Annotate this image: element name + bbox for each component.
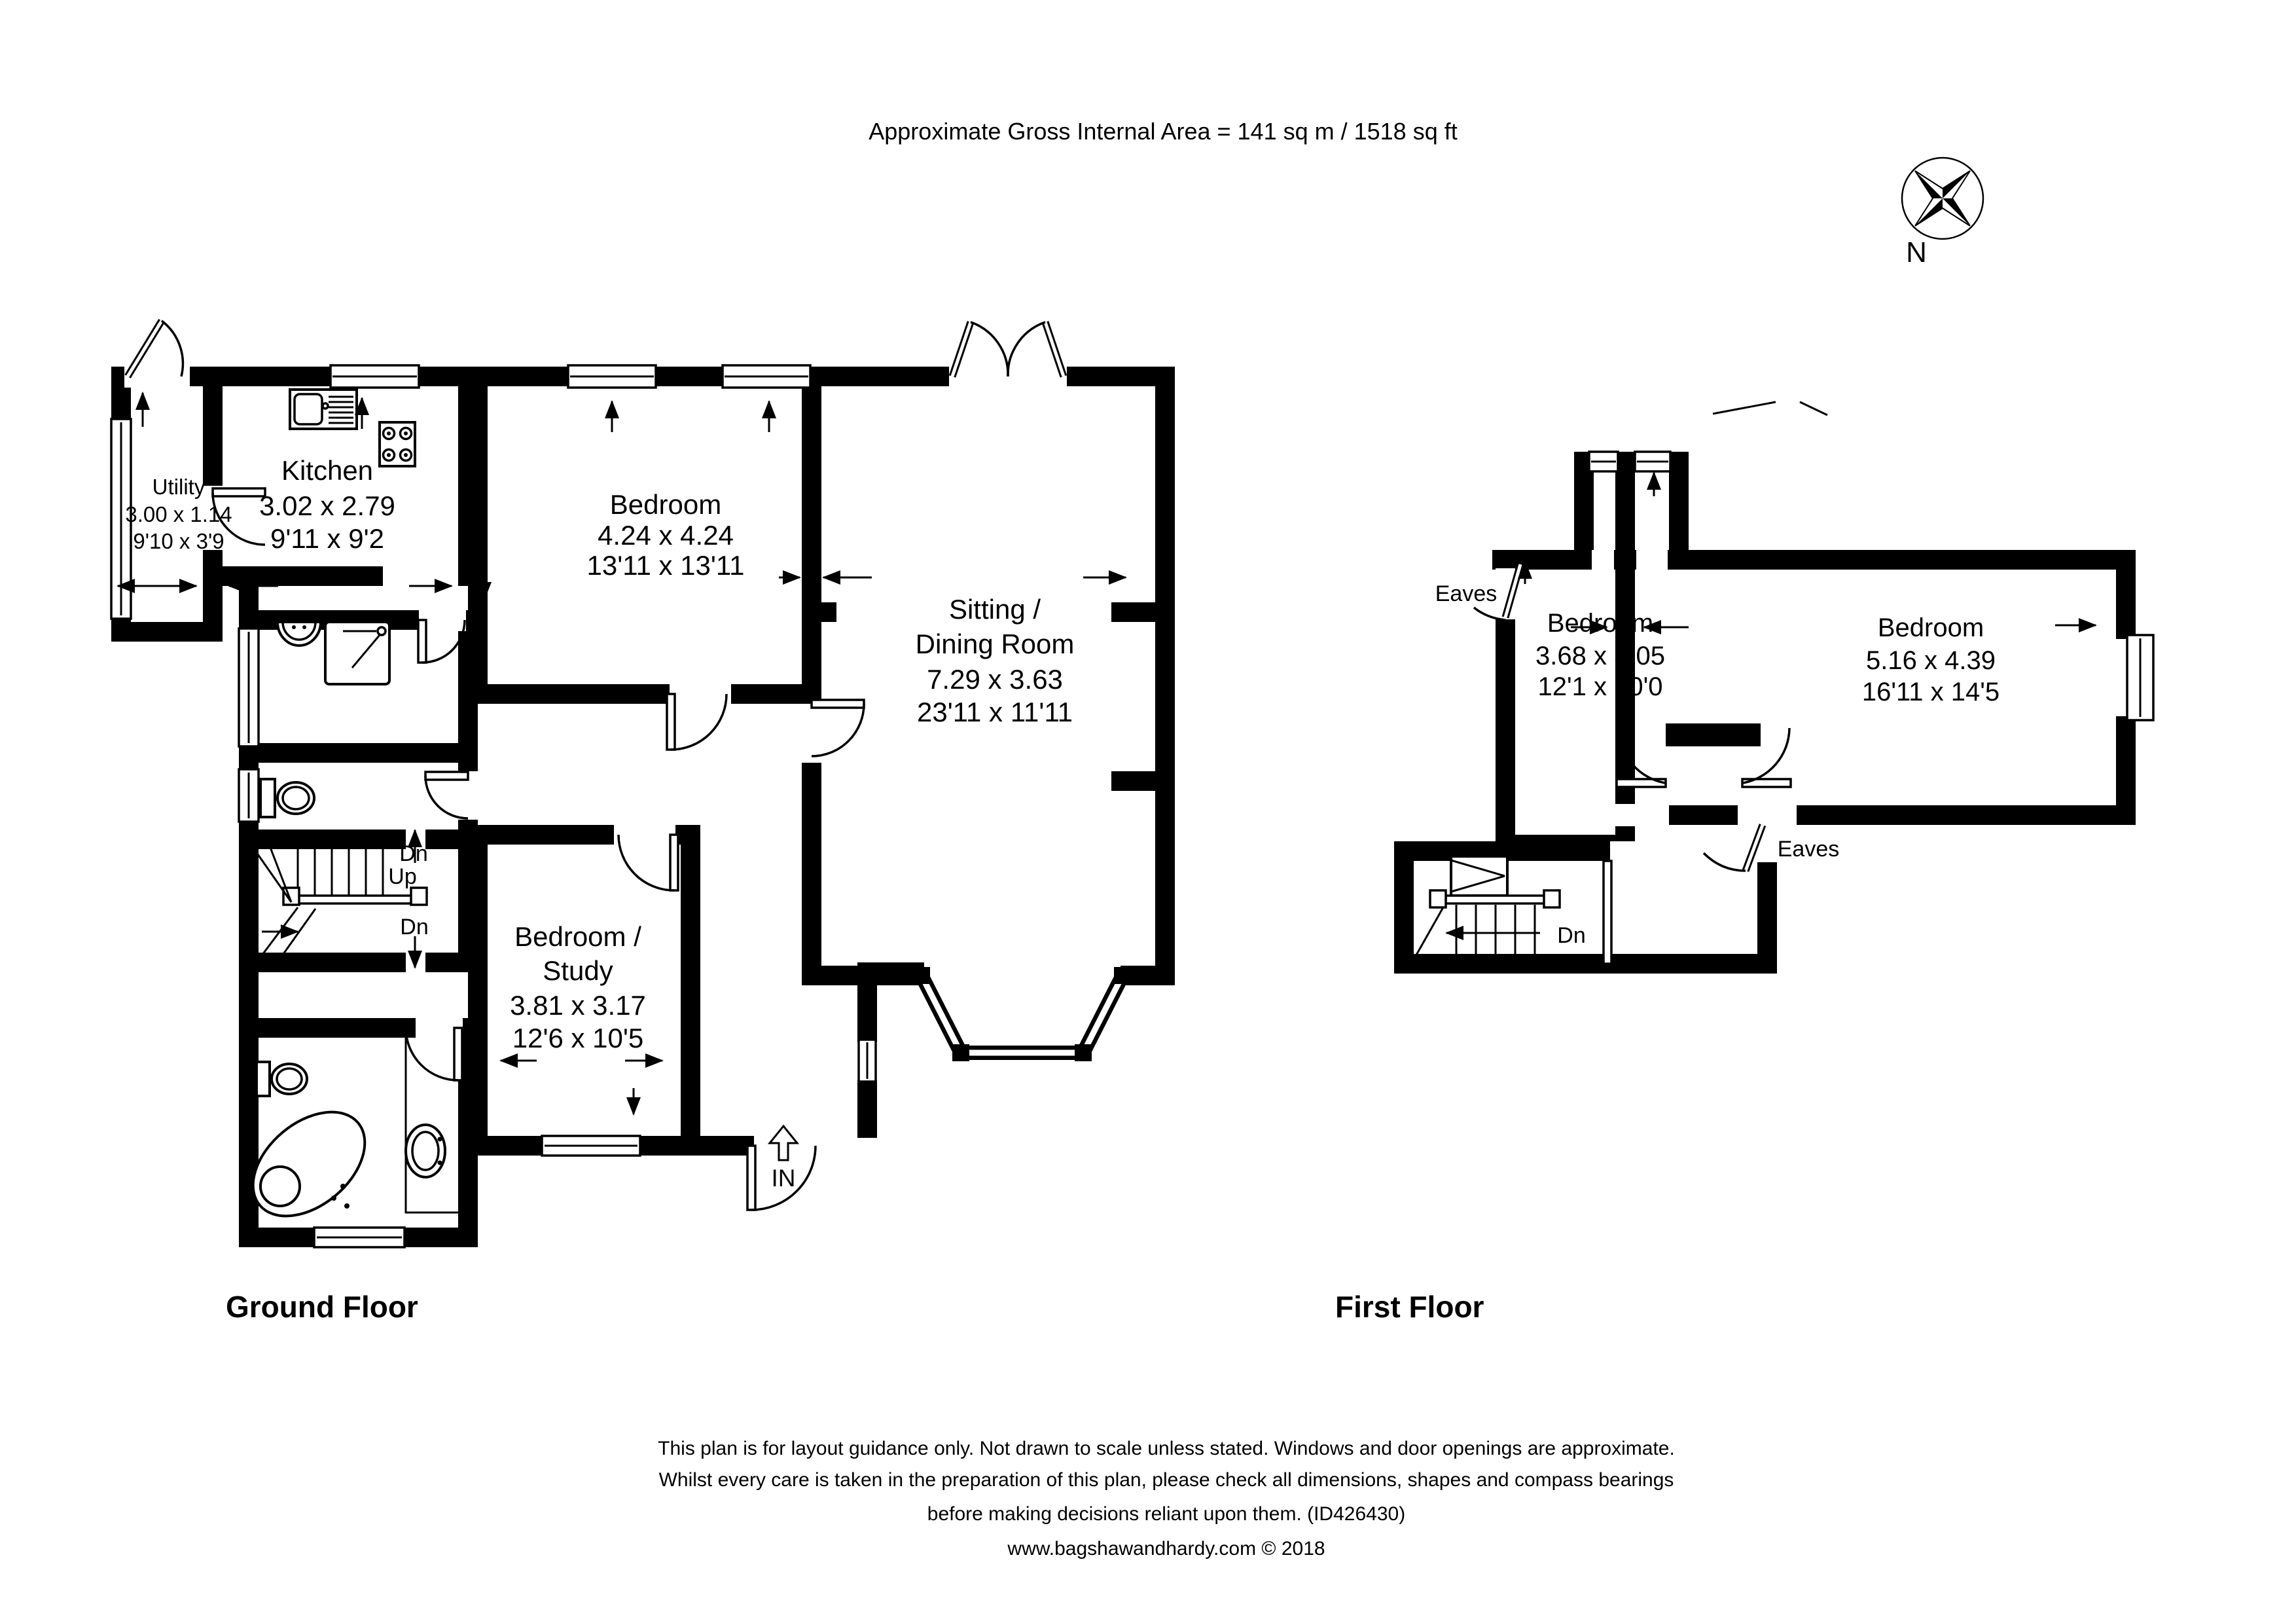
ground-floor-title: Ground Floor <box>226 1290 418 1324</box>
bedroom-imperial: 13'11 x 13'11 <box>586 550 745 581</box>
wc-toilet <box>260 779 314 817</box>
eaves-bottom-label: Eaves <box>1777 837 1840 862</box>
dormer-window-2 <box>1635 452 1670 471</box>
bathroom-window <box>314 1228 404 1247</box>
study-metric: 3.81 x 3.17 <box>510 990 646 1021</box>
utility-label: Utility <box>152 475 206 499</box>
bedroom-label: Bedroom <box>609 489 722 520</box>
compass-north-label: N <box>1906 236 1927 268</box>
dormer-window-1 <box>1589 452 1618 471</box>
ff-bedroom-right-label: Bedroom <box>1877 613 1984 642</box>
eaves-top-label: Eaves <box>1435 581 1498 606</box>
ff-bedroom-left-label: Bedroom <box>1547 609 1654 638</box>
study-imperial: 12'6 x 10'5 <box>512 1023 644 1053</box>
bathroom-toilet <box>257 1062 307 1096</box>
sitting-metric: 7.29 x 3.63 <box>927 664 1063 695</box>
disclaimer <box>658 1438 1675 1559</box>
website-copyright-text: www.bagshawandhardy.com © 2018 <box>1007 1538 1325 1559</box>
ff-bedroom-left-metric: 3.68 x 3.05 <box>1535 642 1665 670</box>
ff-bedroom-right-metric: 5.16 x 4.39 <box>1866 646 1996 675</box>
newel-post <box>411 888 427 905</box>
bedroom-metric: 4.24 x 4.24 <box>598 520 734 551</box>
disclaimer-line-3: before making decisions reliant upon them. (ID426430) <box>927 1503 1406 1525</box>
study-label-1: Bedroom / <box>514 921 641 952</box>
wc-window <box>239 769 259 822</box>
kitchen-metric: 3.02 x 2.79 <box>259 490 395 521</box>
first-floor-plan <box>1335 402 2153 1324</box>
kitchen-label: Kitchen <box>281 455 374 486</box>
utility-metric: 3.00 x 1.14 <box>125 502 232 526</box>
sitting-label-2: Dining Room <box>915 629 1075 659</box>
newel-post <box>1430 890 1446 907</box>
kitchen-imperial: 9'11 x 9'2 <box>270 523 385 554</box>
ff-bedroom-right-imperial: 16'11 x 14'5 <box>1861 678 2000 706</box>
disclaimer-line-1: This plan is for layout guidance only. Not drawn to scale unless stated. Windows and door openings are approximate. <box>658 1438 1675 1459</box>
disclaimer-line-2: Whilst every care is taken in the preparation of this plan, please check all dimensions, shapes and compass bearings <box>658 1469 1674 1491</box>
stairs-dn2-label: Dn <box>400 915 429 939</box>
shower-room-window <box>239 629 259 746</box>
entrance-in-label: IN <box>771 1165 796 1192</box>
ff-roof-lines <box>1713 402 1827 415</box>
ff-bedroom-left <box>1505 560 1625 845</box>
chimney-breast-right <box>1111 602 1156 622</box>
utility-imperial: 9'10 x 3'9 <box>133 529 224 553</box>
bedroom-window-2 <box>723 365 810 388</box>
ff-bedroom-left-imperial: 12'1 x 10'0 <box>1537 672 1663 701</box>
first-floor-title: First Floor <box>1335 1290 1484 1324</box>
ff-rooms <box>1404 462 2126 964</box>
ff-bay-window <box>2127 635 2153 720</box>
ff-stairs-dn-label: Dn <box>1557 923 1586 948</box>
kitchen-window <box>331 365 419 388</box>
hob <box>380 422 415 466</box>
ground-floor-plan <box>111 321 1165 1324</box>
kitchen-sink <box>290 390 357 429</box>
shower-tray <box>325 622 389 684</box>
study-window <box>542 1136 640 1156</box>
stairs-dn-label: Dn <box>399 841 428 866</box>
sitting-label-1: Sitting / <box>948 594 1041 625</box>
porch-window <box>859 1040 876 1082</box>
bedroom-window-1 <box>568 365 656 388</box>
entrance-arrow-icon <box>770 1126 797 1160</box>
gross-internal-area-text: Approximate Gross Internal Area = 141 sq m / 1518 sq ft <box>869 118 1458 145</box>
sitting-imperial: 23'11 x 11'11 <box>917 697 1073 727</box>
newel-post <box>1544 890 1560 907</box>
stairs-up-label: Up <box>388 864 417 889</box>
chimney-breast-left <box>812 602 836 622</box>
compass-rose-icon <box>1902 158 1983 268</box>
study-label-2: Study <box>543 955 613 986</box>
